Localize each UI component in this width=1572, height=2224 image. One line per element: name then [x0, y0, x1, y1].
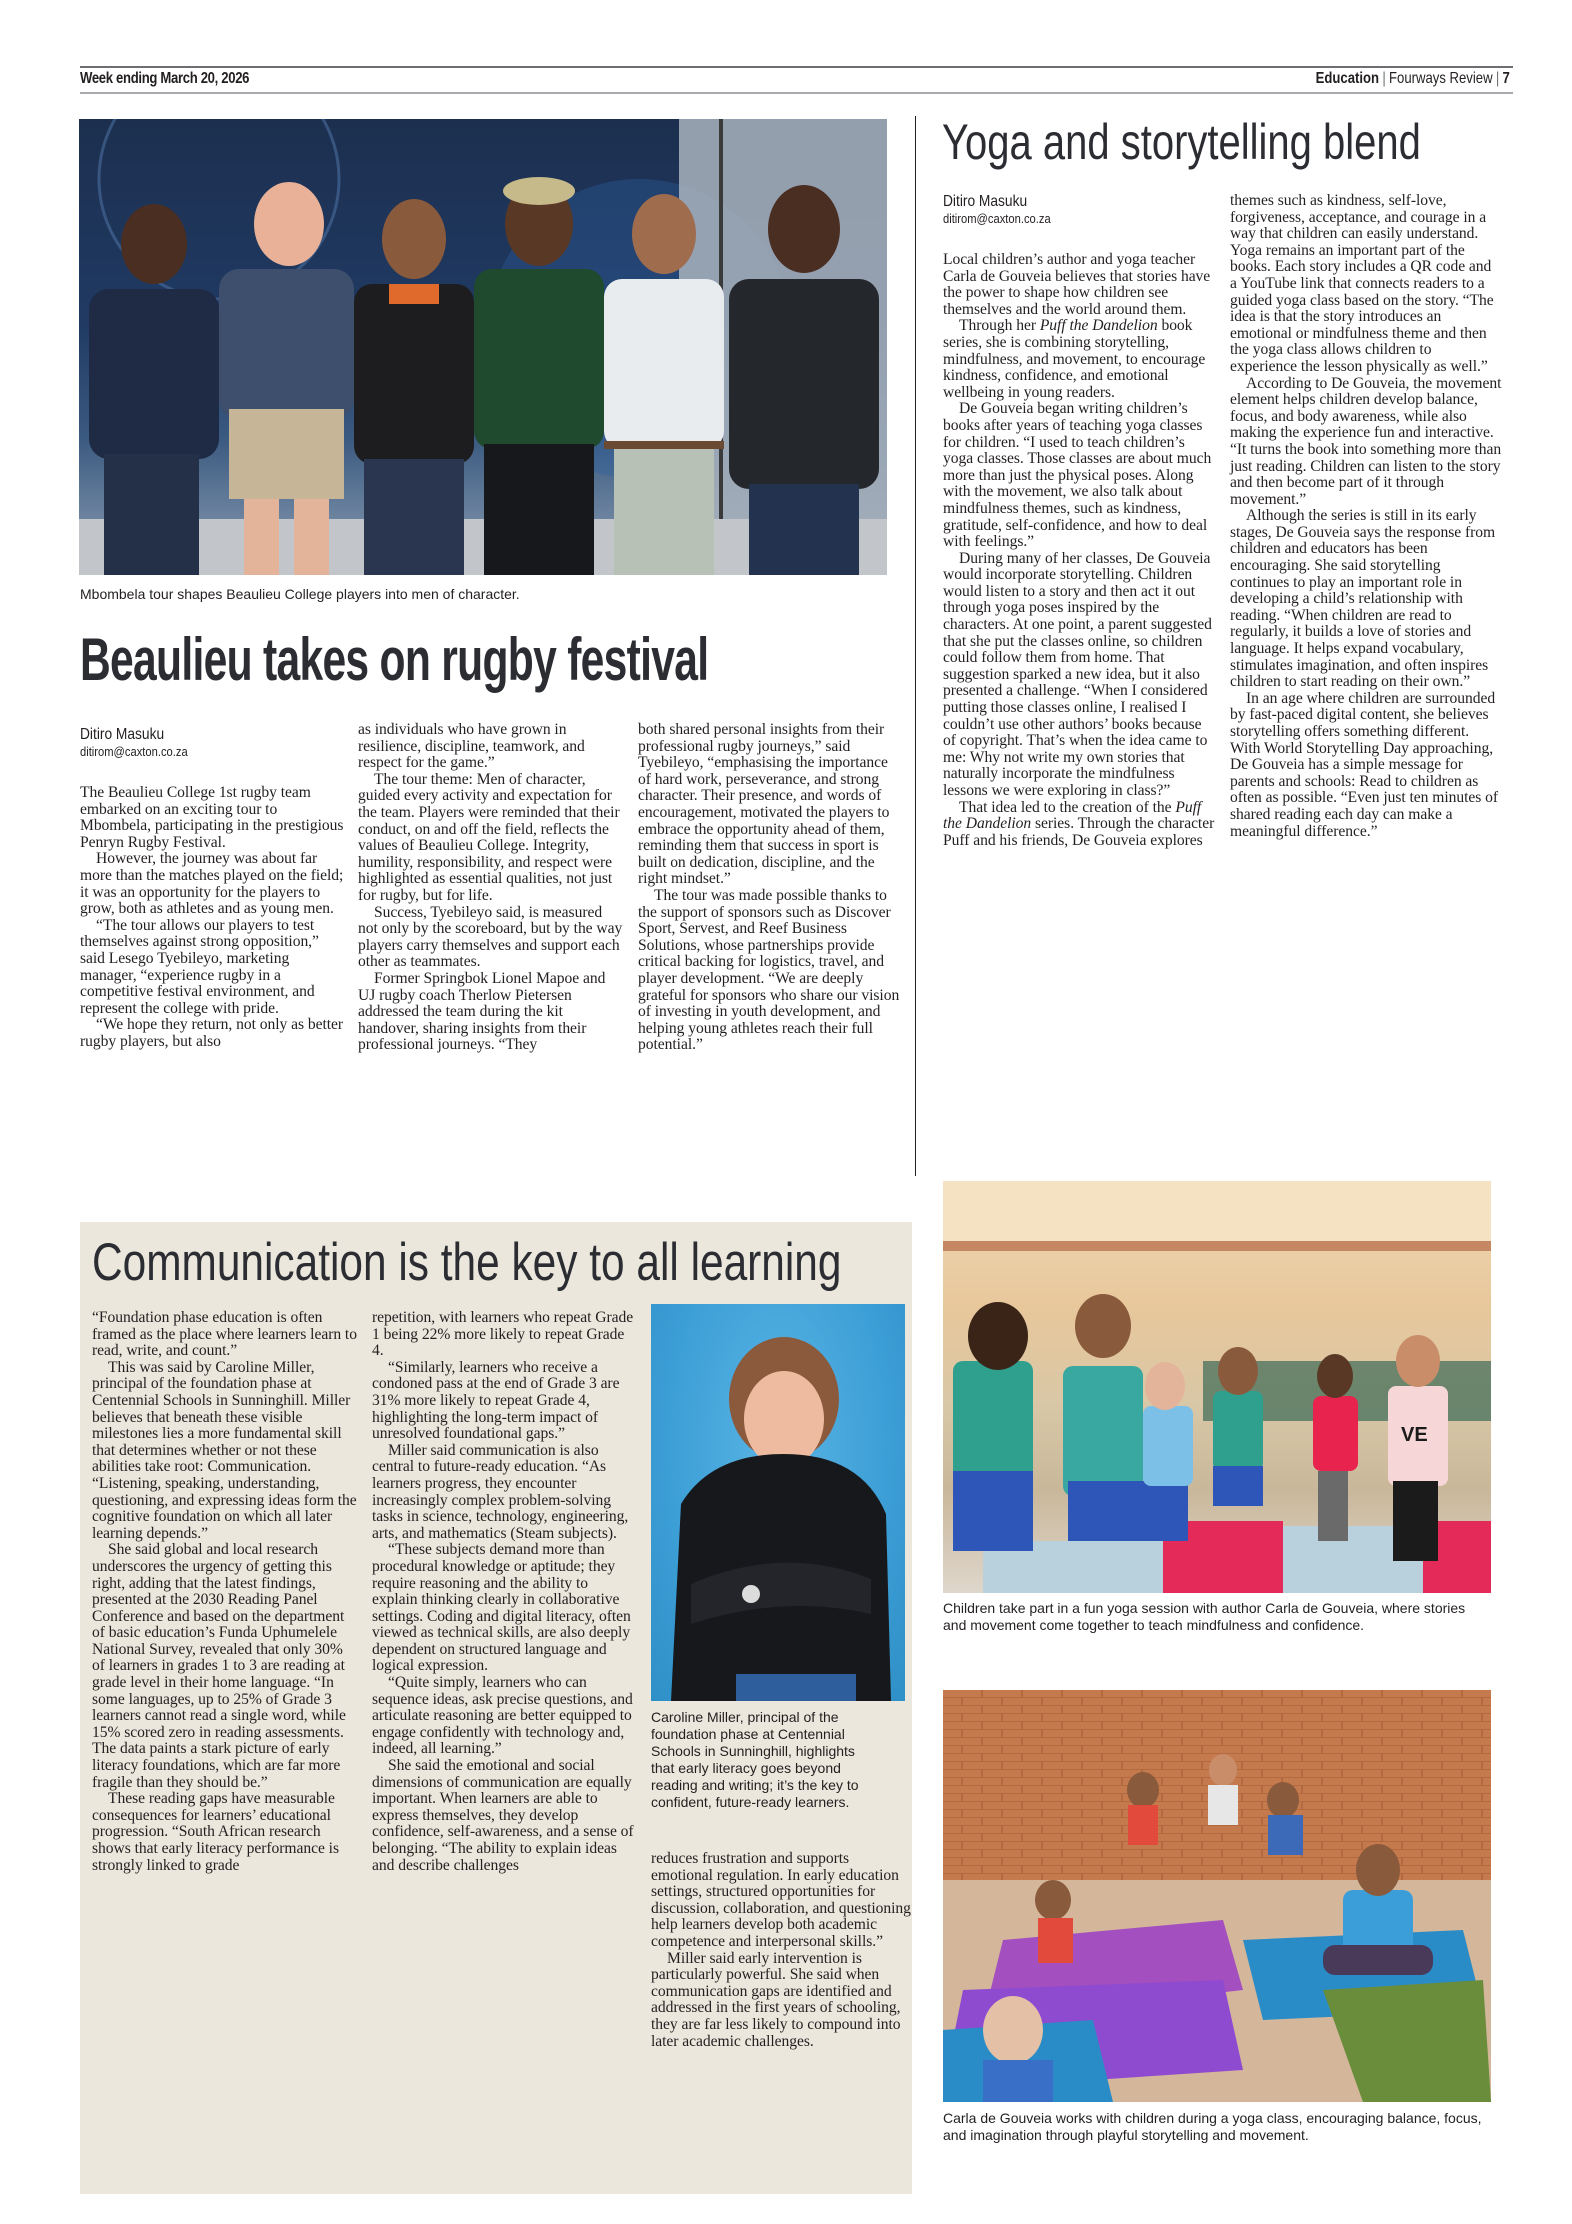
paragraph: Although the series is still in its early stages, De Gouveia says the response from children and educators has been encouraging. She said storytelling continues to play an important role in developing a child’s relationship with reading. “When children are read to regularly, it builds a love of stories and language. It helps expand vocabulary, stimulates imagination, and often inspires children to start reading on their own.”	[1230, 507, 1496, 691]
paragraph: Success, Tyebileyo said, is measured not only by the scoreboard, but by the way players carry themselves and support each other as teammates.	[358, 903, 623, 971]
caption-line: confident, future-ready learners.	[651, 1794, 850, 1810]
yoga-class-photo	[943, 1181, 1491, 1593]
paragraph: During many of her classes, De Gouveia would incorporate storytelling. Children would listen to a story and then act it out through yoga poses inspired by the characters. At one point, a parent suggested that she put the classes online, so children could follow them from home. That suggestion sparked a new idea, but it also presented a challenge. “When I considered putting those classes online, I realised I couldn’t use other authors’ books because of copyright. That’s when the idea came to me: Why not write my own stories that naturally incorporate the mindfulness lessons we were exploring in class?”	[943, 549, 1212, 799]
paragraph: The Beaulieu College 1st rugby team embarked on an exciting tour to Mbombela, participating in the prestigious Penryn Rugby Festival.	[80, 784, 344, 851]
paragraph: reduces frustration and supports emotional regulation. In early education settings, structured opportunities for discussion, collaboration, and questioning help learners develop both academic competence and interpersonal skills.”	[651, 1850, 911, 1950]
byline-author: Ditiro Masuku	[943, 193, 1028, 210]
paragraph: The tour was made possible thanks to the support of sponsors such as Discover Sport, Servest, and Reef Business Solutions, whose partnerships provide critical backing for logistics, travel, and player development. “We are deeply grateful for sponsors who share our vision of investing in youth development, and helping young athletes reach their full potential.”	[638, 886, 900, 1054]
yoga-photo-1-illustration	[943, 1181, 1491, 1593]
communication-column-2	[372, 1310, 637, 1874]
communication-column-3	[651, 1851, 913, 2050]
rugby-headline: Beaulieu takes on rugby festival	[80, 626, 709, 693]
paragraph: This was said by Caroline Miller, principal of the foundation phase at Centennial Schools in Sunninghill. Miller believes that beneath these visible milestones lies a more fundamental skill that determines whether or not these abilities take root: Communication. “Listening, speaking, understanding, questioning, and expressing ideas form the cognitive foundation on which all later learning depends.”	[92, 1358, 357, 1542]
paragraph: Miller said early intervention is particularly powerful. She said when communication gaps are identified and addressed in the first years of schooling, they are far less likely to compound into later academic challenges.	[651, 1949, 901, 2050]
yoga-byline	[943, 192, 1068, 227]
caption-line: foundation phase at Centennial	[651, 1726, 845, 1742]
rugby-photo-caption: Mbombela tour shapes Beaulieu College players into men of character.	[80, 586, 520, 602]
yoga-teacher-photo	[943, 1690, 1491, 2102]
byline-email: ditirom@caxton.co.za	[943, 211, 1051, 226]
byline-email: ditirom@caxton.co.za	[80, 744, 188, 759]
paragraph: “We hope they return, not only as better rugby players, but also	[80, 1016, 344, 1050]
paragraph: She said global and local research underscores the urgency of getting this right, adding that the latest findings, presented at the 2030 Reading Panel Conference and based on the department of basic education’s Funda Uphumelele National Survey, revealed that only 30% of learners in grades 1 to 3 are reading at grade level in their home language. “In some languages, up to 25% of Grade 3 learners cannot read a single word, while 15% scored zero in reading assessments. The data paints a stark picture of early literacy foundations, which are far more fragile than they should be.”	[92, 1541, 346, 1791]
paragraph: Miller said communication is also central to future-ready education. “As learners progress, they encounter increasingly complex problem-solving tasks in science, technology, engineering, arts, and mathematics (Steam subjects).	[372, 1441, 629, 1542]
yoga-column-2	[1230, 193, 1502, 840]
paragraph: “Foundation phase education is often framed as the place where learners learn to read, write, and count.”	[92, 1309, 357, 1360]
folio-separator: |	[1496, 70, 1500, 87]
paragraph: “The tour allows our players to test themselves against strong opposition,” said Lesego Tyebileyo, marketing manager, “experience rugby in a competitive festival environment, and represent the college with pride.	[80, 916, 319, 1017]
publication-name: Fourways Review	[1389, 70, 1493, 87]
paragraph: Local children’s author and yoga teacher Carla de Gouveia believes that stories have the power to shape how children see themselves and the world around them.	[943, 251, 1211, 318]
caption-line: Caroline Miller, principal of the	[651, 1709, 839, 1725]
paragraph: themes such as kindness, self-love, forgiveness, acceptance, and courage in a way that children can easily understand. Yoga remains an important part of the books. Each story includes a QR code and a YouTube link that connects readers to a guided yoga class based on the story. “The idea is that the story introduces an emotional or mindfulness theme and then the yoga class allows children to experience the lesson physically as well.”	[1230, 192, 1494, 375]
caption-line: Schools in Sunninghill, highlights	[651, 1743, 855, 1759]
paragraph: These reading gaps have measurable consequences for learners’ educational progression. “South African research shows that early literacy performance is strongly linked to grade	[92, 1790, 339, 1874]
folio-separator: |	[1382, 70, 1386, 87]
paragraph: That idea led to the creation of the Puff the Dandelion series. Through the character Puff and his friends, De Gouveia explores	[943, 798, 1215, 849]
rugby-column-3	[638, 722, 903, 1054]
paragraph: “Quite simply, learners who can sequence ideas, ask precise questions, and articulate reasoning are better equipped to engage confidently with technology and, indeed, all learning.”	[372, 1674, 633, 1758]
rugby-column-1	[80, 785, 345, 1051]
yoga-headline: Yoga and storytelling blend	[942, 114, 1421, 170]
paragraph: According to De Gouveia, the movement element helps children develop balance, focus, and body awareness, while also making the experience fun and interactive. “It turns the book into something more than just reading. Children can listen to the story and then become part of it through movement.”	[1230, 374, 1502, 508]
column-divider	[915, 116, 916, 1176]
issue-date: Week ending March 20, 2026	[80, 70, 250, 87]
paragraph: “These subjects demand more than procedural knowledge or aptitude; they require reasoning and the ability to explain thinking clearly in collaborative settings. Coding and digital literacy, often viewed as technical skills, are also deeply dependent on structured language and logical expression.	[372, 1541, 631, 1675]
caroline-miller-photo	[651, 1304, 905, 1701]
paragraph: In an age where children are surrounded by fast-paced digital content, she believes storytelling offers something different.	[1230, 689, 1496, 740]
page-number: 7	[1502, 70, 1510, 87]
rugby-byline	[80, 725, 205, 760]
yoga-column-1	[943, 252, 1215, 849]
paragraph: both shared personal insights from their professional rugby journeys,” said Tyebileyo, “emphasising the importance of hard work, perseverance, and strong character. Their presence, and words of encouragement, motivated the players to embrace the opportunity ahead of them, reminding them that success in sport is built on dedication, discipline, and the right mindset.”	[638, 721, 890, 888]
paragraph: “Similarly, learners who receive a condoned pass at the end of Grade 3 are 31% more likely to repeat Grade 4, highlighting the long-term impact of unresolved foundational gaps.”	[372, 1358, 620, 1443]
paragraph: However, the journey was about far more than the matches played on the field; it was an opportunity for the players to grow, both as athletes and as young men.	[80, 850, 344, 918]
yoga-photo-2-caption: Carla de Gouveia works with children during a yoga class, encouraging balance, focus, and imagination through playful storytelling and movement.	[943, 2110, 1482, 2143]
communication-column-1	[92, 1310, 357, 1874]
paragraph: Through her Puff the Dandelion book series, she is combining storytelling, mindfulness, and movement, to encourage kindness, confidence, and emotional wellbeing in young readers.	[943, 317, 1206, 401]
rugby-photo-illustration	[79, 119, 887, 575]
caption-line: that early literacy goes beyond	[651, 1760, 841, 1776]
yoga-photo-2-illustration	[943, 1690, 1491, 2102]
paragraph: as individuals who have grown in resilience, discipline, teamwork, and respect for the game.”	[358, 721, 585, 772]
rugby-column-2	[358, 722, 623, 1054]
byline-author: Ditiro Masuku	[80, 726, 165, 743]
header-rule-bottom	[80, 92, 1513, 94]
yoga-photo-1-caption: Children take part in a fun yoga session with author Carla de Gouveia, where stories and movement come together to teach mindfulness and confidence.	[943, 1600, 1466, 1633]
miller-photo-caption	[651, 1709, 859, 1811]
paragraph: Former Springbok Lionel Mapoe and UJ rugby coach Therlow Pietersen addressed the team during the kit handover, sharing insights from their professional journeys. “They	[358, 969, 606, 1054]
rugby-team-photo	[79, 119, 887, 575]
caption-line: reading and writing; it’s the key to	[651, 1777, 859, 1793]
miller-photo-illustration	[651, 1304, 905, 1701]
page-folio	[1316, 68, 1510, 90]
paragraph: repetition, with learners who repeat Grade 1 being 22% more likely to repeat Grade 4.	[372, 1309, 634, 1360]
svg-text:VE: VE	[1401, 1424, 1428, 1446]
paragraph: De Gouveia began writing children’s books after years of teaching yoga classes for children. “I used to teach children’s yoga classes. Those classes are about much more than just the physical poses. Along with the movement, we also talk about mindfulness themes, such as kindness, gratitude, self-confidence, and how to deal with feelings.”	[943, 400, 1212, 551]
paragraph: The tour theme: Men of character, guided every activity and expectation for the team. Players were reminded that their conduct, on and off the field, reflects the values of Beaulieu College. Integrity, humility, responsibility, and respect were highlighted as essential qualities, not just for rugby, but for life.	[358, 770, 620, 904]
header-rule-top	[80, 66, 1513, 68]
paragraph: She said the emotional and social dimensions of communication are equally important. When learners are able to express themselves, they develop confidence, self-awareness, and a sense of belonging. “The ability to explain ideas and describe challenges	[372, 1757, 634, 1874]
paragraph: With World Storytelling Day approaching, De Gouveia has a simple message for parents and schools: Read to children as often as possible. “Even just ten minutes of shared reading each day can make a meaningful difference.”	[1230, 739, 1499, 840]
communication-headline: Communication is the key to all learning	[92, 1233, 842, 1292]
section-name: Education	[1315, 70, 1380, 87]
